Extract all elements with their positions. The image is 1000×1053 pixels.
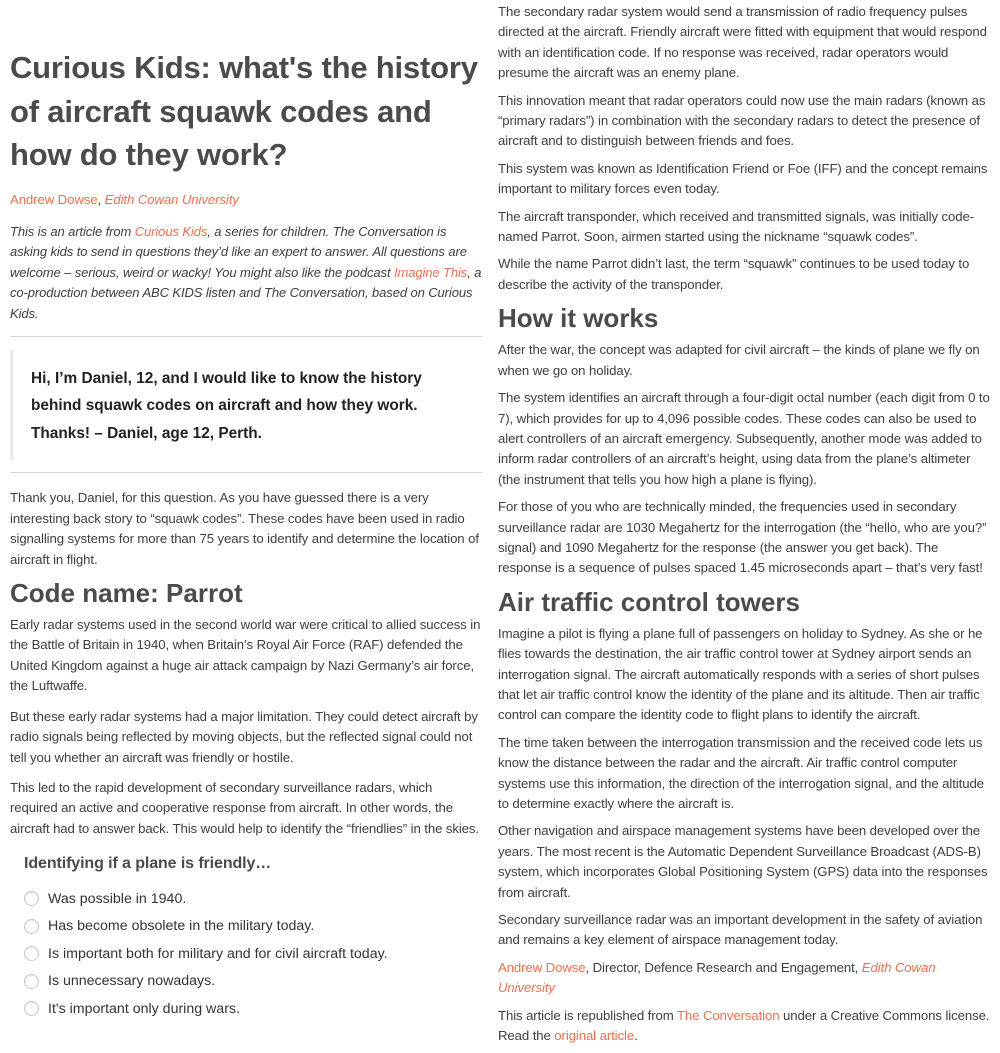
quiz-option-label[interactable]: Has become obsolete in the military today. [48,918,315,935]
republish-note [498,1006,992,1047]
section-heading-how-it-works: How it works [498,303,659,334]
attribution-text: , Director, Defence Research and Engagement, [585,959,862,975]
paragraph: The time taken between the interrogation transmission and the received code lets us know the distance between the radar and the aircraft. Air traffic control computer systems use this information, the direction of the interrogation signal, and the altitude to determine exactly where the aircraft is. [498,734,984,811]
quiz-option[interactable] [24,968,482,996]
byline [10,190,482,210]
right-column [498,0,992,1053]
paragraph: The aircraft transponder, which received and transmitted signals, was initially code-named Parrot. Soon, airmen started using the nickname “squawk codes”. [498,208,975,245]
author-attribution [498,958,992,999]
byline-separator: , [97,191,105,207]
radio-button-icon[interactable] [24,919,39,934]
quiz-heading: Identifying if a plane is friendly… [24,855,272,873]
affiliation-link[interactable]: Edith Cowan University [104,191,239,207]
quiz-option-label[interactable]: Is unnecessary nowadays. [48,973,216,990]
quiz-option[interactable] [24,885,482,913]
quiz-block [24,855,482,1023]
quiz-option[interactable] [24,995,482,1023]
left-column [10,0,482,1053]
paragraph: For those of you who are technically minded, the frequencies used in secondary surveillance radar are 1030 Megahertz for the interrogation (the “hello, who are you?” signal) and 1090 Megahertz for the response (the answer you get back). The response is a sequence of pulses spaced 1.45 microseconds apart – that’s very fast! [498,499,987,576]
intro-text: This is an article from [10,223,135,239]
republish-text: under a Creative Commons license. Read the [498,1007,990,1044]
imagine-this-link[interactable]: Imagine This [393,264,468,280]
radio-button-icon[interactable] [24,1001,39,1016]
intro-text: , a series for children. The Conversation is asking kids to send in questions they’d like an expert to answer. All questions are welcome – serious, weird or wacky! You might also like the podcast [10,223,467,280]
paragraph: This led to the rapid development of secondary surveillance radars, which required an active and cooperative response from aircraft. In other words, the aircraft had to answer back. This would help to identify the “friendlies” in the skies. [10,779,479,836]
section-heading-code-name-parrot: Code name: Parrot [10,578,243,609]
paragraph: But these early radar systems had a major limitation. They could detect aircraft by radio signals being reflected by moving objects, but the reflected signal could not tell you whether an aircraft was friendly or hostile. [10,708,478,765]
paragraph: The system identifies an aircraft through a four-digit octal number (each digit from 0 to 7), which provides for up to 4,096 possible codes. These codes can also be used to alert controllers of an aircraft emergency. Subsequently, another mode was added to inform radar controllers of an aircraft’s height, using data from the plane’s altimeter (the instrument that tells you how high a plane is flying). [498,390,990,487]
republish-text: . [634,1028,638,1044]
quiz-option-label[interactable]: Was possible in 1940. [48,890,187,907]
question-quote: Hi, I’m Daniel, 12, and I would like to know the history behind squawk codes on aircraft and how they work. Thanks! – Daniel, age 12, Perth. [10,350,482,461]
author-link[interactable]: Andrew Dowse [10,191,98,207]
paragraph: After the war, the concept was adapted for civil aircraft – the kinds of plane we fly on when we go on holiday. [498,342,980,378]
paragraph: While the name Parrot didn’t last, the term “squawk” continues to be used today to describe the activity of the transponder. [498,256,970,292]
republish-text: This article is republished from [498,1007,677,1023]
paragraph: This system was known as Identification Friend or Foe (IFF) and the concept remains important to military forces even today. [498,160,988,197]
quiz-option-label[interactable]: Is important both for military and for civil aircraft today. [48,945,388,962]
quiz-option[interactable] [24,940,482,968]
paragraph: Secondary surveillance radar was an important development in the safety of aviation and remains a key element of airspace management today. [498,912,983,948]
quiz-option-label[interactable]: It's important only during wars. [48,1000,240,1017]
radio-button-icon[interactable] [24,946,39,961]
the-conversation-link[interactable]: The Conversation [676,1007,780,1023]
paragraph: Imagine a pilot is flying a plane full of passengers on holiday to Sydney. As she or he flies towards the destination, the air traffic control tower at Sydney airport sends an interrogation signal. The aircraft automatically responds with a series of short pulses that let air traffic control know the identity of the plane and its altitude. Then air traffic control can compare the identity code to flight plans to identify the aircraft. [498,625,983,723]
radio-button-icon[interactable] [24,891,39,906]
curious-kids-link[interactable]: Curious Kids [134,223,208,239]
author-link[interactable]: Andrew Dowse [498,959,586,975]
paragraph: Other navigation and airspace management systems have been developed over the years. The most recent is the Automatic Dependent Surveillance Broadcast (ADS-B) system, which incorporates Global Positioning System (GPS) data into the responses from aircraft. [498,823,988,900]
divider [10,472,482,473]
original-article-link[interactable]: original article [554,1028,635,1044]
intro-text: , a co-production between ABC KIDS listen and The Conversation, based on Curious Kids. [10,264,482,321]
affiliation-link[interactable]: Edith Cowan University [498,959,936,996]
paragraph: Early radar systems used in the second world war were critical to allied success in the Battle of Britain in 1940, when Britain’s Royal Air Force (RAF) defended the United Kingdom against a huge air attack campaign by Nazi Germany’s air force, the Luftwaffe. [10,617,481,694]
paragraph: This innovation meant that radar operators could now use the main radars (known as “primary radars”) in combination with the secondary radars to detect the presence of aircraft and to distinguish between friends and foes. [498,92,986,149]
quiz-option[interactable] [24,913,482,941]
radio-button-icon[interactable] [24,974,39,989]
divider [10,336,482,337]
section-heading-air-traffic-control-towers: Air traffic control towers [498,586,800,617]
quiz-options [24,885,482,1023]
article-title: Curious Kids: what's the history of aircraft squawk codes and how do they work? [10,50,478,172]
paragraph: Thank you, Daniel, for this question. As you have guessed there is a very interesting back story to “squawk codes”. These codes have been used in radio signalling systems for more than 75 years to identify and determine the location of aircraft in flight. [10,490,479,567]
intro-paragraph [10,222,482,324]
paragraph: The secondary radar system would send a transmission of radio frequency pulses directed at the aircraft. Friendly aircraft were fitted with equipment that would respond with an identification code. If no response was received, radar operators would presume the aircraft was an enemy plane. [498,4,987,81]
